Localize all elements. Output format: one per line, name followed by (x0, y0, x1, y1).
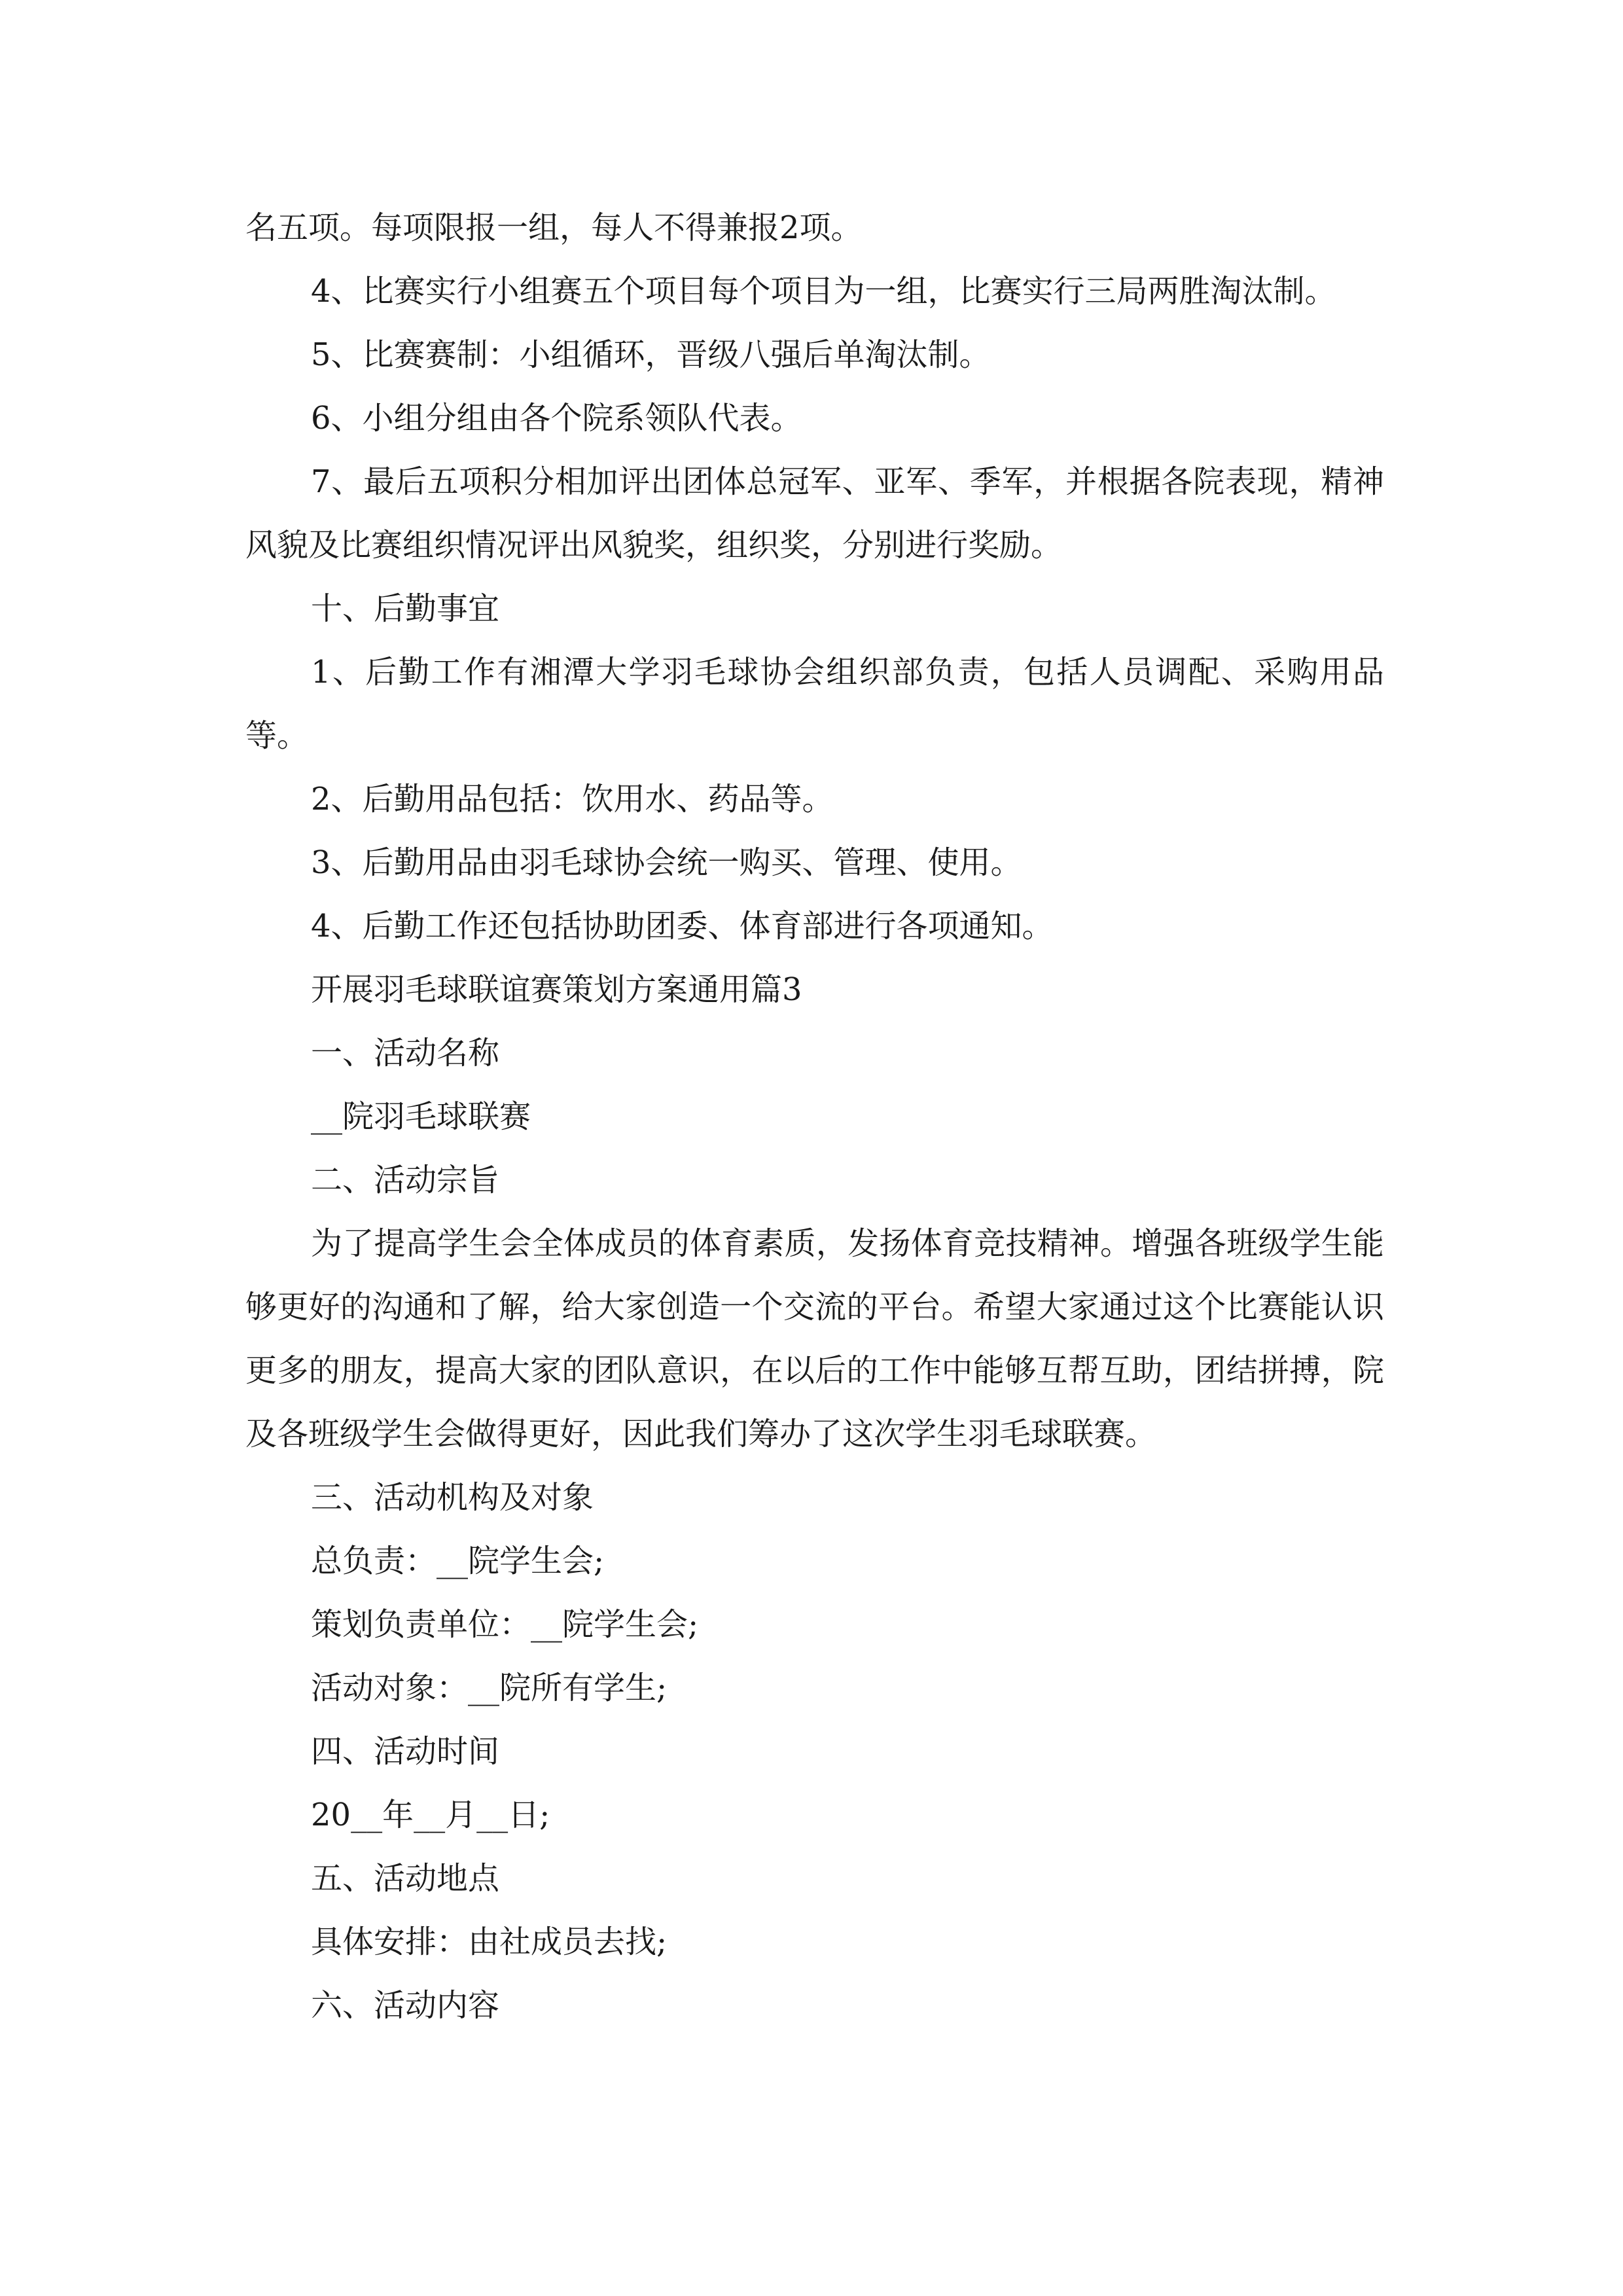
section-heading: 一、活动名称 (311, 1035, 500, 1071)
section-heading: 四、活动时间 (311, 1733, 500, 1770)
paragraph: 5、比赛赛制：小组循环，晋级八强后单淘汰制。 (311, 336, 991, 373)
paragraph: 具体安排：由社成员去找; (311, 1924, 668, 1960)
paragraph: 20__年__月__日; (311, 1797, 550, 1833)
paragraph: 1、后勤工作有湘潭大学羽毛球协会组织部负责，包括人员调配、采购用品等。 (245, 654, 1384, 754)
paragraph: __院羽毛球联赛 (311, 1098, 531, 1135)
section-heading: 六、活动内容 (311, 1987, 500, 2024)
paragraph: 4、比赛实行小组赛五个项目每个项目为一组，比赛实行三局两胜淘汰制。 (311, 273, 1336, 310)
paragraph: 7、最后五项积分相加评出团体总冠军、亚军、季军，并根据各院表现，精神风貌及比赛组织情况评出风貌奖，组织奖，分别进行奖励。 (245, 463, 1384, 564)
section-heading: 三、活动机构及对象 (311, 1479, 594, 1516)
paragraph: 策划负责单位：__院学生会; (311, 1606, 699, 1643)
paragraph: 2、后勤用品包括：饮用水、药品等。 (311, 781, 834, 817)
paragraph: 3、后勤用品由羽毛球协会统一购买、管理、使用。 (311, 844, 1022, 881)
paragraph: 4、后勤工作还包括协助团委、体育部进行各项通知。 (311, 908, 1054, 944)
paragraph: 总负责：__院学生会; (311, 1543, 605, 1579)
paragraph: 活动对象：__院所有学生; (311, 1670, 668, 1706)
document-title: 开展羽毛球联谊赛策划方案通用篇3 (311, 971, 802, 1008)
document-body (245, 196, 1384, 2037)
section-heading: 五、活动地点 (311, 1860, 500, 1897)
section-heading: 二、活动宗旨 (311, 1162, 500, 1198)
section-heading: 十、后勤事宜 (311, 590, 500, 627)
paragraph: 6、小组分组由各个院系领队代表。 (311, 400, 802, 437)
paragraph: 名五项。每项限报一组，每人不得兼报2项。 (245, 209, 863, 246)
paragraph: 为了提高学生会全体成员的体育素质，发扬体育竞技精神。增强各班级学生能够更好的沟通和了解，给大家创造一个交流的平台。希望大家通过这个比赛能认识更多的朋友，提高大家的团队意识，在以后的工作中能够互帮互助，团结拼搏，院及各班级学生会做得更好，因此我们筹办了这次学生羽毛球联赛。 (245, 1225, 1384, 1452)
